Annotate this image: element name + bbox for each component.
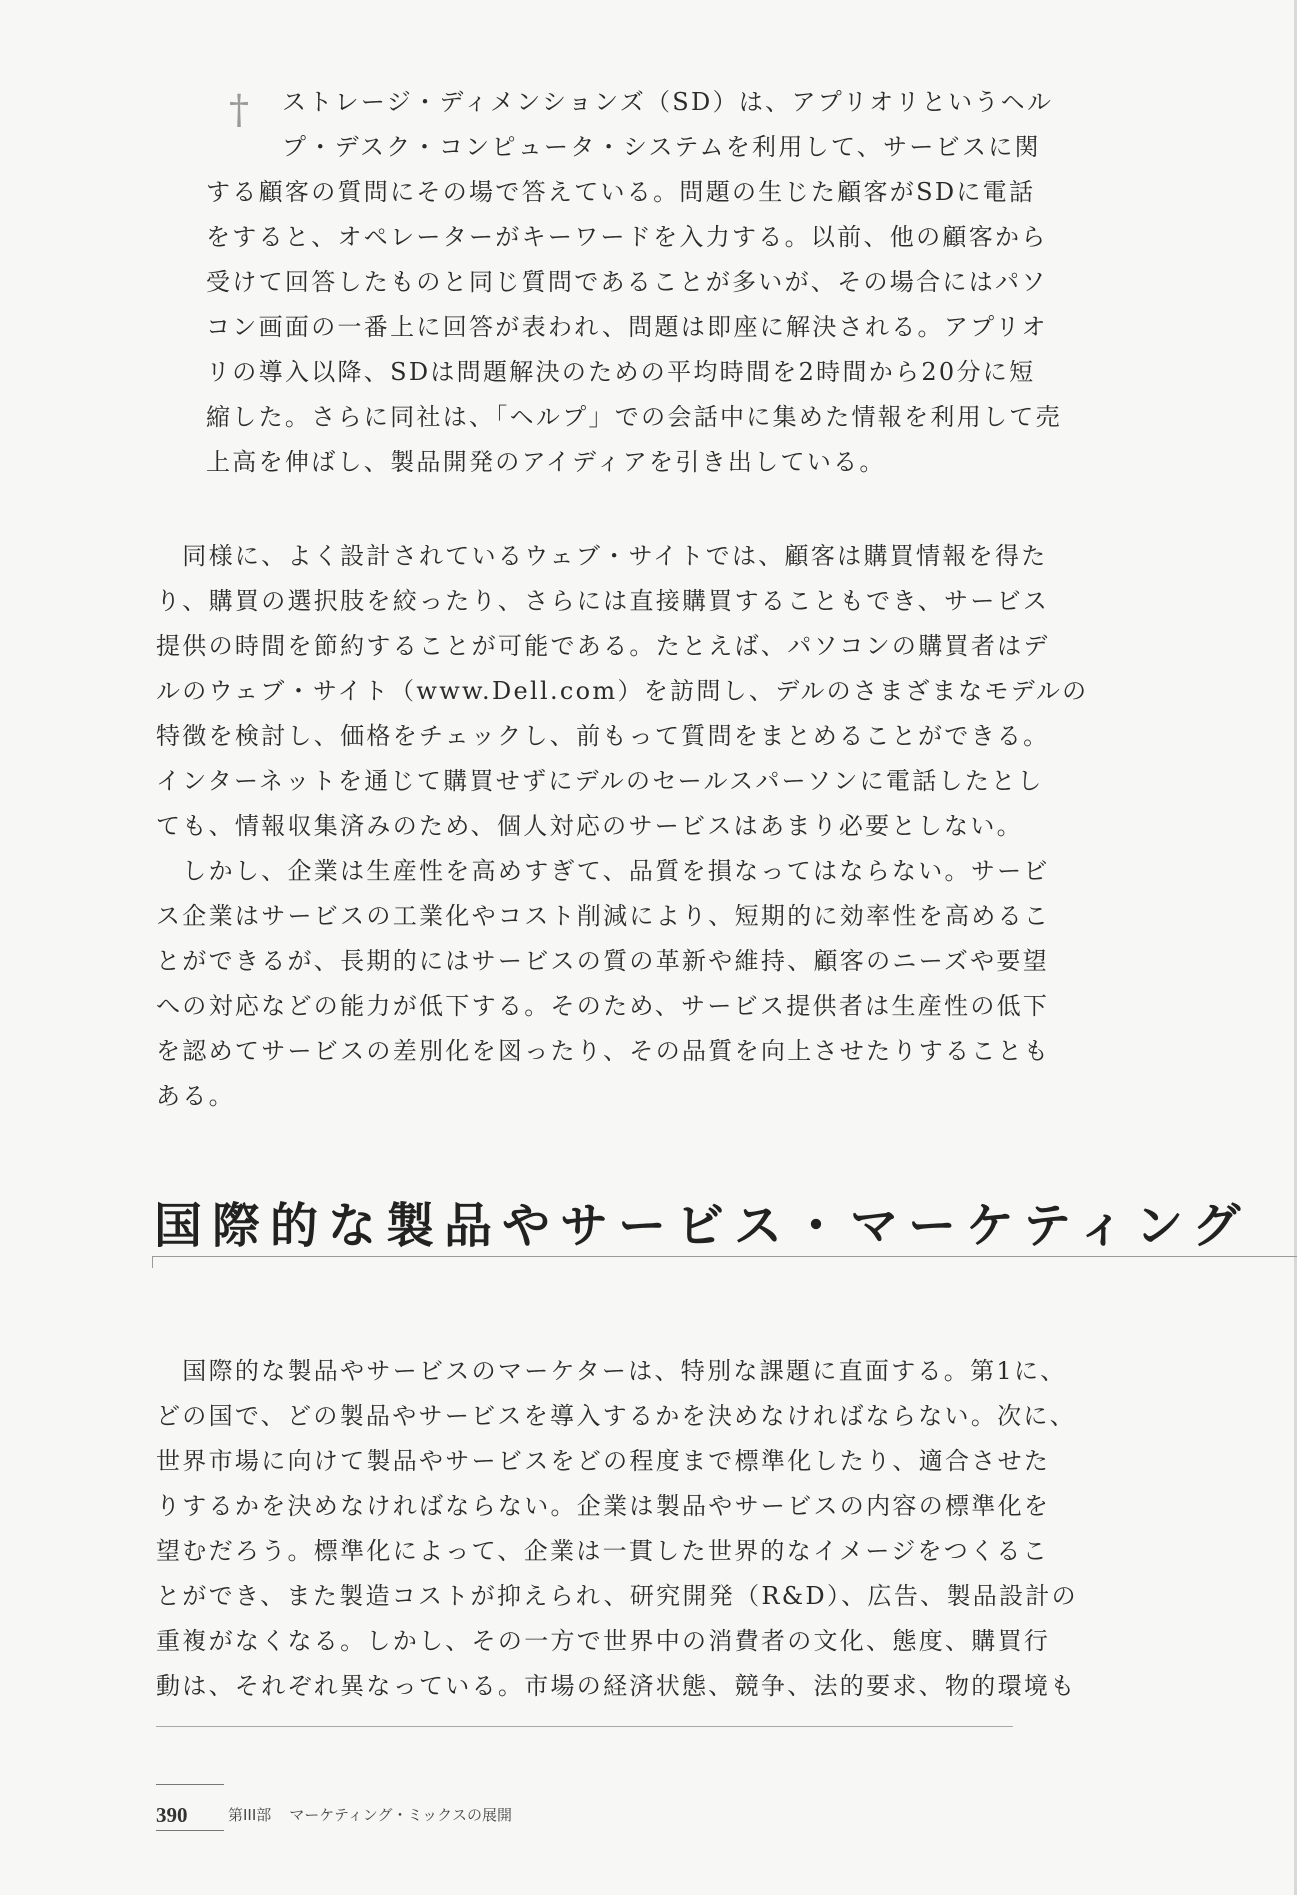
section-heading: 国際的な製品やサービス・マーケティング [154, 1198, 1251, 1254]
case-line: ストレージ・ディメンションズ（SD）は、アプリオリというヘル [282, 88, 1054, 116]
text-line: どの国で、どの製品やサービスを導入するかを決めなければならない。次に、 [156, 1402, 1077, 1430]
text-line: しかし、企業は生産性を高めすぎて、品質を損なってはならない。サービ [156, 857, 1050, 885]
text-line: 特徴を検討し、価格をチェックし、前もって質問をまとめることができる。 [156, 722, 1050, 750]
text-line: 動は、それぞれ異なっている。市場の経済状態、競争、法的要求、物的環境も [156, 1672, 1077, 1700]
text-line: ス企業はサービスの工業化やコスト削減により、短期的に効率性を高めるこ [156, 902, 1051, 930]
running-footer [228, 1805, 512, 1825]
case-line: リの導入以降、SDは問題解決のための平均時間を2時間から20分に短 [206, 358, 1036, 386]
text-line: 国際的な製品やサービスのマーケターは、特別な課題に直面する。第1に、 [156, 1357, 1067, 1385]
page-number-underline [156, 1830, 224, 1831]
footer-rule [156, 1784, 224, 1785]
text-line: 世界市場に向けて製品やサービスをどの程度まで標準化したり、適合させた [156, 1447, 1051, 1475]
text-line: ある。 [156, 1082, 235, 1110]
text-line: 望むだろう。標準化によって、企業は一貫した世界的なイメージをつくるこ [156, 1537, 1049, 1565]
case-line: 上高を伸ばし、製品開発のアイディアを引き出している。 [206, 448, 886, 476]
case-line: する顧客の質問にその場で答えている。問題の生じた顧客がSDに電話 [206, 178, 1036, 206]
dagger-marker: † [229, 87, 249, 133]
heading-rule [152, 1256, 1297, 1257]
text-line: 同様に、よく設計されているウェブ・サイトでは、顧客は購買情報を得た [156, 542, 1048, 570]
footer-part: 第III部 [228, 1806, 272, 1824]
text-line: ルのウェブ・サイト（www.Dell.com）を訪問し、デルのさまざまなモデルの [156, 677, 1089, 705]
case-line: プ・デスク・コンピュータ・システムを利用して、サービスに関 [282, 133, 1041, 161]
text-line: インターネットを通じて購買せずにデルのセールスパーソンに電話したとし [156, 767, 1044, 795]
text-line: り、購買の選択肢を絞ったり、さらには直接購買することもでき、サービス [156, 587, 1050, 615]
text-line: ても、情報収集済みのため、個人対応のサービスはあまり必要としない。 [156, 812, 1023, 840]
text-line: 重複がなくなる。しかし、その一方で世界中の消費者の文化、態度、購買行 [156, 1627, 1051, 1655]
text-line: への対応などの能力が低下する。そのため、サービス提供者は生産性の低下 [156, 992, 1050, 1020]
bottom-rule [156, 1726, 1013, 1727]
case-line: コン画面の一番上に回答が表われ、問題は即座に解決される。アプリオ [206, 313, 1048, 341]
case-line: をすると、オペレーターがキーワードを入力する。以前、他の顧客から [206, 223, 1048, 251]
case-line: 縮した。さらに同社は、「ヘルプ」での会話中に集めた情報を利用して売 [206, 403, 1062, 431]
footer-title: マーケティング・ミックスの展開 [289, 1806, 513, 1824]
page-number: 390 [156, 1803, 188, 1827]
heading-rule-tick [152, 1256, 153, 1268]
text-line: とができるが、長期的にはサービスの質の革新や維持、顧客のニーズや要望 [156, 947, 1049, 975]
text-line: りするかを決めなければならない。企業は製品やサービスの内容の標準化を [156, 1492, 1051, 1520]
text-line: を認めてサービスの差別化を図ったり、その品質を向上させたりすることも [156, 1037, 1051, 1065]
text-line: とができ、また製造コストが抑えられ、研究開発（R&D）、広告、製品設計の [156, 1582, 1078, 1610]
case-line: 受けて回答したものと同じ質問であることが多いが、その場合にはパソ [206, 268, 1048, 296]
text-line: 提供の時間を節約することが可能である。たとえば、パソコンの購買者はデ [156, 632, 1050, 660]
